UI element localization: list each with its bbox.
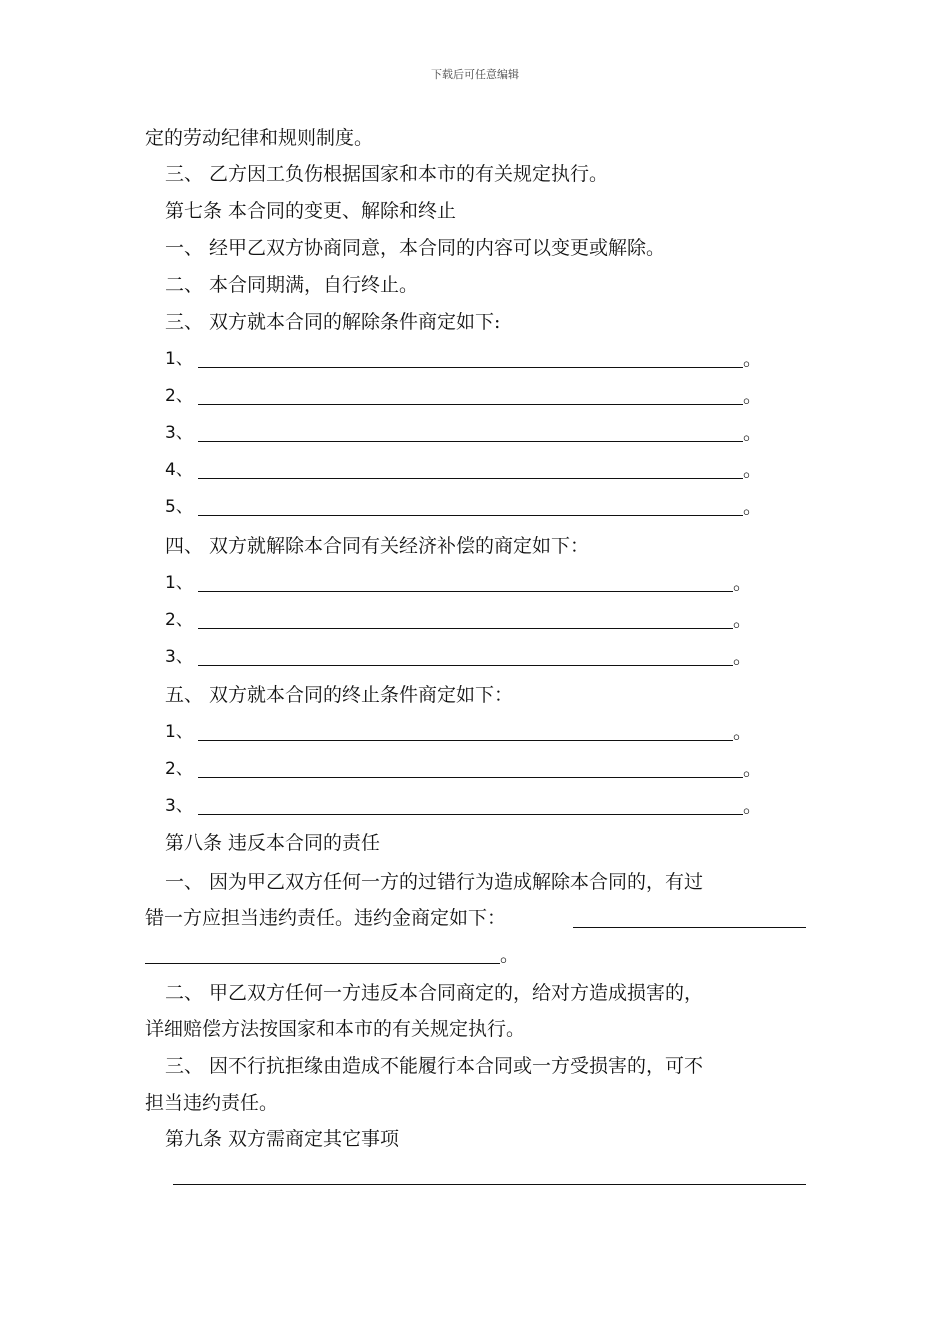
text-line: 五、 双方就本合同的终止条件商定如下： (165, 684, 514, 706)
page-header: 下载后可任意编辑 (431, 68, 519, 81)
period: 。 (743, 385, 763, 407)
blank-line[interactable] (198, 478, 743, 479)
text-line: 二、 本合同期满，自行终止。 (165, 274, 419, 296)
blank-line[interactable] (198, 777, 743, 778)
blank-line[interactable] (198, 628, 733, 629)
blank-item-number: 1、 (165, 349, 193, 369)
blank-line[interactable] (198, 591, 733, 592)
blank-item-number: 1、 (165, 573, 193, 593)
blank-item-number: 2、 (165, 386, 193, 406)
period: 。 (733, 609, 753, 631)
text-line: 一、 因为甲乙双方任何一方的过错行为造成解除本合同的，有过 (165, 871, 704, 893)
text-line: 一、 经甲乙双方协商同意，本合同的内容可以变更或解除。 (165, 237, 666, 259)
period: 。 (733, 721, 753, 743)
text-line: 三、 因不行抗拒缘由造成不能履行本合同或一方受损害的，可不 (165, 1055, 704, 1077)
blank-item-number: 4、 (165, 460, 193, 480)
blank-line[interactable] (198, 367, 743, 368)
blank-line[interactable] (198, 814, 743, 815)
text-line: 定的劳动纪律和规则制度。 (145, 127, 374, 149)
section-heading: 第九条 双方需商定其它事项 (165, 1128, 400, 1150)
text-line: 错一方应担当违约责任。违约金商定如下： (145, 907, 507, 929)
period: 。 (733, 572, 753, 594)
section-heading: 第七条 本合同的变更、解除和终止 (165, 200, 457, 222)
text-line: 担当违约责任。 (145, 1092, 279, 1114)
period: 。 (743, 758, 763, 780)
period: 。 (500, 944, 520, 966)
text-line: 四、 双方就解除本合同有关经济补偿的商定如下： (165, 535, 590, 557)
text-line: 三、 乙方因工负伤根据国家和本市的有关规定执行。 (165, 163, 609, 185)
period: 。 (743, 459, 763, 481)
blank-line[interactable] (173, 1184, 806, 1185)
blank-line[interactable] (145, 963, 500, 964)
period: 。 (743, 795, 763, 817)
blank-line[interactable] (573, 927, 806, 928)
blank-item-number: 2、 (165, 610, 193, 630)
blank-line[interactable] (198, 665, 733, 666)
section-heading: 第八条 违反本合同的责任 (165, 832, 381, 854)
blank-line[interactable] (198, 515, 743, 516)
blank-item-number: 5、 (165, 497, 193, 517)
blank-item-number: 2、 (165, 759, 193, 779)
blank-line[interactable] (198, 740, 733, 741)
blank-item-number: 3、 (165, 647, 193, 667)
blank-item-number: 1、 (165, 722, 193, 742)
text-line: 详细赔偿方法按国家和本市的有关规定执行。 (145, 1018, 526, 1040)
period: 。 (743, 348, 763, 370)
text-line: 三、 双方就本合同的解除条件商定如下: (165, 311, 501, 333)
period: 。 (743, 422, 763, 444)
text-line: 二、 甲乙双方任何一方违反本合同商定的，给对方造成损害的， (165, 982, 704, 1004)
blank-line[interactable] (198, 404, 743, 405)
period: 。 (733, 646, 753, 668)
blank-item-number: 3、 (165, 423, 193, 443)
period: 。 (743, 496, 763, 518)
blank-item-number: 3、 (165, 796, 193, 816)
blank-line[interactable] (198, 441, 743, 442)
